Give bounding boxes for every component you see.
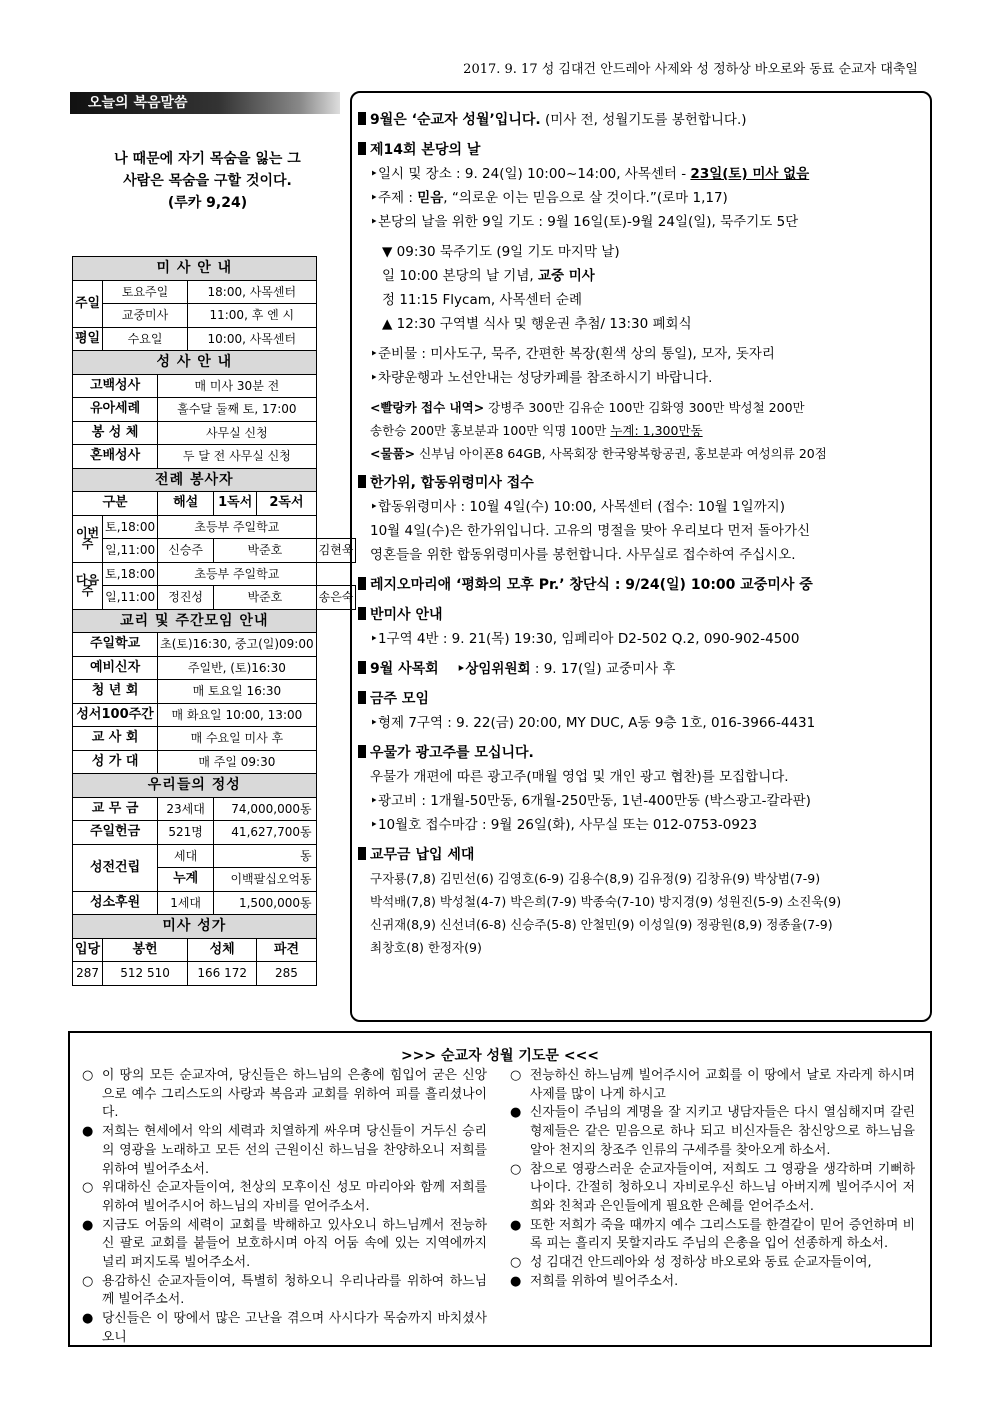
bullet-square-icon [358,112,366,125]
circle-marker-icon: ○ [82,1273,94,1289]
circle-marker-icon: ○ [510,1068,522,1083]
notices-content [358,108,928,959]
server-name: 정진성 [158,586,214,610]
notice-text: ‣준비물 : 미사도구, 묵주, 간편한 복장(흰색 상의 통일), 모자, 돗자리 [370,346,775,362]
sunday-label: 주일 [73,280,103,327]
prayer-right-column [510,1067,915,1291]
prayer-left-column [82,1067,487,1348]
notice-title: 교무금 납입 세대 [370,847,475,863]
prayer-box [68,1031,932,1347]
notice-text: 영혼들을 위한 합동위령미사를 봉헌합니다. 사무실로 접수하여 주십시오. [370,547,796,563]
filled-circle-icon: ● [82,1311,94,1327]
prayer-verse: ○ 전능하신 하느님께 빌어주시어 교회를 이 땅에서 날로 자라게 하시며 사제를 많이 나게 하시고 [510,1067,915,1104]
meeting-name: 청 년 회 [73,680,158,704]
notice-text: ‣일시 및 장소 : 9. 24(일) 10:00~14:00, 사목센터 - [370,166,691,182]
bullet-square-icon [358,847,366,860]
notice-text: , “의로운 이는 믿음으로 살 것이다.”(로마 1,17) [443,190,728,206]
mass-name: 교중미사 [103,304,188,328]
notice-title: 9월 사목회 [370,661,439,677]
notice-emphasis: 교중 미사 [537,268,595,284]
gospel-line-2: 사람은 목숨을 구할 것이다. [123,173,292,189]
bullet-square-icon [358,142,366,155]
offering-count: 521명 [158,821,214,845]
notice-text: ‣형제 7구역 : 9. 22(금) 20:00, MY DUC, A동 9층 1호, 016-3966-4431 [370,715,816,731]
meeting-value: 초(토)16:30, 중고(일)09:00 [158,633,316,657]
hymn-header: 파견 [257,938,316,962]
schedule-line: ▼ 09:30 묵주기도 (9일 기도 마지막 날) [382,244,620,260]
gospel-line-1: 나 때문에 자기 목숨을 잃는 그 [114,151,301,167]
donation-total: 누계: 1,300만동 [610,423,703,438]
sacrament-value: 두 달 전 사무실 신청 [158,445,316,469]
servers-header: 1독서 [214,492,257,516]
sacrament-name: 봉 성 체 [73,421,158,445]
notice-text: 강병주 300만 김유순 100만 김화영 300만 박성철 200만 [484,400,805,415]
meeting-name: 주일학교 [73,633,158,657]
notice-title: 반미사 안내 [370,607,443,623]
notice-subtitle: ‣상임위원회 [456,661,531,677]
notice-title: 우물가 광고주를 모십니다. [370,745,534,761]
offering-count: 1세대 [158,891,214,915]
notice-text: ‣차량운행과 노선안내는 성당카페를 참조하시기 바랍니다. [370,370,713,386]
prayer-response: ● 신자들이 주님의 계명을 잘 지키고 냉담자들은 다시 열심해지며 갈린 형제들은 같은 믿음으로 하나 되고 비신자들은 참신앙으로 하느님을 알아 천지의 창조주 인류의 구세주를 찾아오게 하소서. [510,1104,915,1160]
donation-label: <물품> [370,446,416,461]
prayer-verse: ○ 용감하신 순교자들이여, 특별히 청하오니 우리나라를 위하여 하느님께 빌어주소서. [82,1273,487,1310]
donation-label: <빨랑카 접수 내역> [370,400,485,415]
notice-title: 9월은 ‘순교자 성월’입니다. [370,112,541,128]
meeting-value: 매 수요일 미사 후 [158,727,316,751]
notice-emphasis: 23일(토) 미사 없음 [690,166,810,182]
notice-text: ‣본당의 날을 위한 9일 기도 : 9월 16일(토)-9월 24일(일), 묵주기도 5단 [370,214,799,230]
server-group: 초등부 주일학교 [158,515,316,539]
sacrament-guide-title: 성 사 안 내 [73,351,317,375]
notice-text: 송한승 200만 홍보분과 100만 익명 100만 [370,423,611,438]
hymn-number: 166 172 [187,962,256,986]
server-time: 토,18:00 [103,515,158,539]
mass-time: 10:00, 사목센터 [187,327,316,351]
payer-list-line: 박석배(7,8) 박성철(4-7) 박은희(7-9) 박종숙(7-10) 방지경(9) 성원진(5-9) 소진욱(9) [370,894,842,909]
server-name: 송은숙 [316,586,356,610]
hymn-number: 285 [257,962,316,986]
parish-info-table [72,256,356,986]
servers-header: 해설 [158,492,214,516]
gospel-verse [75,148,340,214]
bullet-square-icon [358,745,366,758]
issue-date: 2017. 9. 17 성 김대건 안드레아 사제와 성 정하상 바오로와 동료 순교자 대축일 [463,62,918,77]
notice-emphasis: 믿음 [417,190,444,206]
notice-text: : 9. 17(일) 교중미사 후 [530,661,676,677]
notice-text: 10월 4일(수)은 한가위입니다. 고유의 명절을 맞아 우리보다 먼저 돌아가신 [370,523,811,539]
schedule-line: ▲ 12:30 구역별 식사 및 행운권 추첨/ 13:30 폐회식 [382,316,692,332]
filled-circle-icon: ● [510,1273,522,1289]
sacrament-name: 고백성사 [73,374,158,398]
circle-marker-icon: ○ [510,1255,522,1271]
hymns-title: 미사 성가 [73,915,317,939]
sacrament-value: 사무실 신청 [158,421,316,445]
offering-name: 성전건립 [73,844,158,891]
prayer-verse: ○ 위대하신 순교자들이여, 천상의 모후이신 성모 마리아와 함께 저희를 위하여 빌어주시어 하느님의 자비를 얻어주소서. [82,1179,487,1216]
schedule-line: 일 10:00 본당의 날 기념, [382,268,538,284]
prayer-verse: ○ 이 땅의 모든 순교자여, 당신들은 하느님의 은총에 힘입어 굳은 신앙으로 예수 그리스도의 사랑과 복음과 교회를 위하여 피를 흘리셨나이다. [82,1067,487,1123]
notice-text: ‣합동위령미사 : 10월 4일(수) 10:00, 사목센터 (접수: 10월 1일까지) [370,499,785,515]
weekday-label: 평일 [73,327,103,351]
offering-sub: 세대 [158,844,214,868]
bullet-square-icon [358,607,366,620]
bullet-square-icon [358,691,366,704]
meeting-name: 성서100주간 [73,703,158,727]
servers-header: 구분 [73,492,158,516]
server-time: 일,11:00 [103,539,158,563]
hymn-header: 입당 [73,938,103,962]
notice-title: 한가위, 합동위령미사 접수 [370,475,534,491]
circle-marker-icon: ○ [82,1180,94,1196]
sacrament-name: 혼배성사 [73,445,158,469]
payer-list-line: 신귀재(8,9) 신선녀(6-8) 신승주(5-8) 안철민(9) 이성일(9) 정광원(8,9) 정종율(7-9) [370,917,833,932]
notice-title: 레지오마리애 ‘평화의 모후 Pr.’ 창단식 : 9/24(일) 10:00 교중미사 중 [370,577,813,593]
circle-marker-icon: ○ [82,1068,94,1083]
prayer-response: ● 저희는 현세에서 악의 세력과 치열하게 싸우며 당신들이 거두신 승리의 영광을 노래하고 모든 선의 근원이신 하느님을 찬양하오니 저희를 위하여 빌어주소서. [82,1123,487,1179]
notice-text: ‣주제 : [370,190,418,206]
notice-text: ‣10월호 접수마감 : 9월 26일(화), 사무실 또는 012-0753-0923 [370,817,758,833]
meeting-name: 교 사 회 [73,727,158,751]
offering-amount: 41,627,700동 [214,821,316,845]
server-name: 박준호 [214,586,316,610]
offering-name: 주일헌금 [73,821,158,845]
meeting-value: 매 화요일 10:00, 13:00 [158,703,316,727]
meetings-title: 교리 및 주간모임 안내 [73,609,317,633]
servers-header: 2독서 [257,492,316,516]
notice-title: 제14회 본당의 날 [370,142,481,158]
this-week-label: 이번주 [73,515,103,562]
server-time: 일,11:00 [103,586,158,610]
gospel-reference: (루카 9,24) [167,195,248,211]
prayer-response: ● 지금도 어둠의 세력이 교회를 박해하고 있사오니 하느님께서 전능하신 팔로 교회를 붙들어 보호하시며 아직 어둠 속에 있는 지역에까지 널리 퍼지도록 빌어주소서. [82,1217,487,1273]
payer-list-line: 구자룡(7,8) 김민선(6) 김영호(6-9) 김용수(8,9) 김유정(9) 김창유(9) 박상범(7-9) [370,871,821,886]
offering-amount: 이백팔십오억동 [214,868,316,892]
offering-title: 우리들의 정성 [73,774,317,798]
next-week-label: 다음주 [73,562,103,609]
filled-circle-icon: ● [510,1217,522,1233]
bullet-square-icon [358,475,366,488]
liturgy-servers-title: 전례 봉사자 [73,468,317,492]
offering-count: 23세대 [158,797,214,821]
meeting-value: 매 주일 09:30 [158,750,316,774]
server-name: 신승주 [158,539,214,563]
filled-circle-icon: ● [510,1105,522,1121]
prayer-title: >>> 순교자 성월 기도문 <<< [400,1048,600,1064]
mass-time: 18:00, 사목센터 [187,280,316,304]
meeting-value: 매 토요일 16:30 [158,680,316,704]
bullet-square-icon [358,577,366,590]
offering-name: 교 무 금 [73,797,158,821]
notice-text: (미사 전, 성월기도를 봉헌합니다.) [540,112,747,128]
filled-circle-icon: ● [82,1217,94,1233]
offering-sub: 누계 [158,868,214,892]
sacrament-value: 홀수달 둘째 토, 17:00 [158,398,316,422]
mass-guide-title: 미 사 안 내 [73,257,317,281]
notice-text: ‣광고비 : 1개월-50만동, 6개월-250만동, 1년-400만동 (박스광고-칼라판) [370,793,811,809]
offering-amount: 동 [214,844,316,868]
prayer-response: ● 저희를 위하여 빌어주소서. [510,1273,915,1292]
offering-amount: 1,500,000동 [214,891,316,915]
server-group: 초등부 주일학교 [158,562,316,586]
server-name: 김현욱 [316,539,356,563]
notice-text: 우물가 개편에 따른 광고주(매월 영업 및 개인 광고 협찬)를 모집합니다. [370,769,789,785]
notice-text: 신부님 아이폰8 64GB, 사목회장 한국왕복항공권, 홍보분과 여성의류 20점 [415,446,827,461]
meeting-name: 예비신자 [73,656,158,680]
schedule-line: 정 11:15 Flycam, 사목센터 순례 [382,292,582,308]
gospel-heading: 오늘의 복음말씀 [70,92,340,114]
prayer-response: ● 또한 저희가 죽을 때까지 예수 그리스도를 한결같이 믿어 증언하며 비록 피는 흘리지 못할지라도 주님의 은총을 입어 선종하게 하소서. [510,1217,915,1254]
payer-list-line: 최창호(8) 한정자(9) [370,940,482,955]
hymn-header: 성체 [187,938,256,962]
hymn-header: 봉헌 [103,938,188,962]
prayer-response: ● 당신들은 이 땅에서 많은 고난을 겪으며 사시다가 목숨까지 바치셨사오니 [82,1310,487,1347]
notice-text: ‣1구역 4반 : 9. 21(목) 19:30, 임페리아 D2-502 Q.2, 090-902-4500 [370,631,800,647]
sacrament-name: 유아세례 [73,398,158,422]
sacrament-value: 매 미사 30분 전 [158,374,316,398]
hymn-number: 512 510 [103,962,188,986]
prayer-verse: ○ 참으로 영광스러운 순교자들이여, 저희도 그 영광을 생각하며 기뻐하나이다. 간절히 청하오니 자비로우신 하느님 아버지께 빌어주시어 저희와 친척과 은인들에게 필요한 은혜를 얻어주소서. [510,1161,915,1217]
meeting-value: 주일반, (토)16:30 [158,656,316,680]
server-time: 토,18:00 [103,562,158,586]
offering-amount: 74,000,000동 [214,797,316,821]
offering-name: 성소후원 [73,891,158,915]
hymn-number: 287 [73,962,103,986]
prayer-verse: ○ 성 김대건 안드레아와 성 정하상 바오로와 동료 순교자들이여, [510,1254,915,1273]
bullet-square-icon [358,661,366,674]
server-name: 박준호 [214,539,316,563]
notice-title: 금주 모임 [370,691,429,707]
mass-name: 토요주일 [103,280,188,304]
mass-name: 수요일 [103,327,188,351]
meeting-name: 성 가 대 [73,750,158,774]
circle-marker-icon: ○ [510,1161,522,1177]
mass-time: 11:00, 후 엔 시 [187,304,316,328]
filled-circle-icon: ● [82,1124,94,1140]
